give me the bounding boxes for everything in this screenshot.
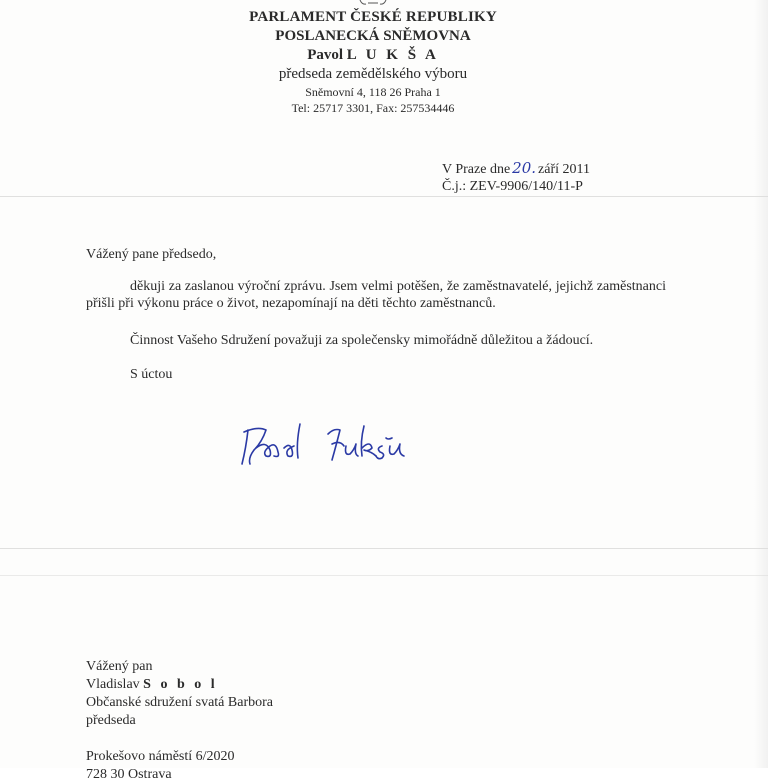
letterhead-chamber: POSLANECKÁ SNĚMOVNA: [275, 28, 471, 44]
page-edge-shadow: [754, 0, 768, 768]
addressee-position: předseda: [86, 713, 136, 728]
letterhead-role: předseda zemědělského výboru: [278, 66, 468, 82]
letterhead-parliament: PARLAMENT ČESKÉ REPUBLIKY: [249, 9, 497, 25]
date-line: [442, 160, 590, 178]
letterhead-address: Sněmovní 4, 118 26 Praha 1: [305, 85, 441, 99]
signature-icon: [236, 420, 451, 470]
addressee-organization: Občanské sdružení svatá Barbora: [86, 695, 273, 710]
paragraph-2: Činnost Vašeho Sdružení považuji za společensky mimořádně důležitou a žádoucí.: [130, 333, 594, 348]
date-handwritten-day: 20.: [512, 159, 537, 177]
letterhead-name: [218, 46, 528, 65]
addressee-city: 728 30 Ostrava: [86, 767, 172, 782]
fold-line: [0, 575, 768, 576]
addressee-block: [86, 658, 273, 782]
salutation: Vážený pane předsedo,: [86, 247, 217, 262]
closing: S úctou: [130, 367, 173, 382]
reference-number: Č.j.: ZEV-9906/140/11-P: [442, 179, 583, 194]
emblem-icon: [358, 0, 388, 6]
fold-line: [0, 548, 768, 549]
date-block: [442, 160, 590, 195]
addressee-street: Prokešovo náměstí 6/2020: [86, 749, 235, 764]
letterhead-last-name: L U K Š A: [346, 47, 439, 63]
letterhead-contact: Tel: 25717 3301, Fax: 257534446: [291, 101, 455, 115]
fold-line: [0, 196, 768, 197]
paragraph-1: děkuji za zaslanou výroční zprávu. Jsem velmi potěšen, že zaměstnavatelé, jejichž zaměstnanci přišli při výkonu práce o život, nezapomínají na děti těchto zaměstnanců.: [86, 279, 666, 311]
date-suffix: září 2011: [538, 162, 590, 177]
addressee-name: [86, 676, 273, 694]
date-prefix: V Praze dne: [442, 162, 511, 177]
addressee-first-name: Vladislav: [86, 677, 140, 692]
addressee-greeting: Vážený pan: [86, 659, 153, 674]
addressee-surname: S o b o l: [143, 677, 218, 692]
letterhead: [218, 8, 528, 116]
letterhead-first-name: Pavol: [307, 47, 344, 63]
